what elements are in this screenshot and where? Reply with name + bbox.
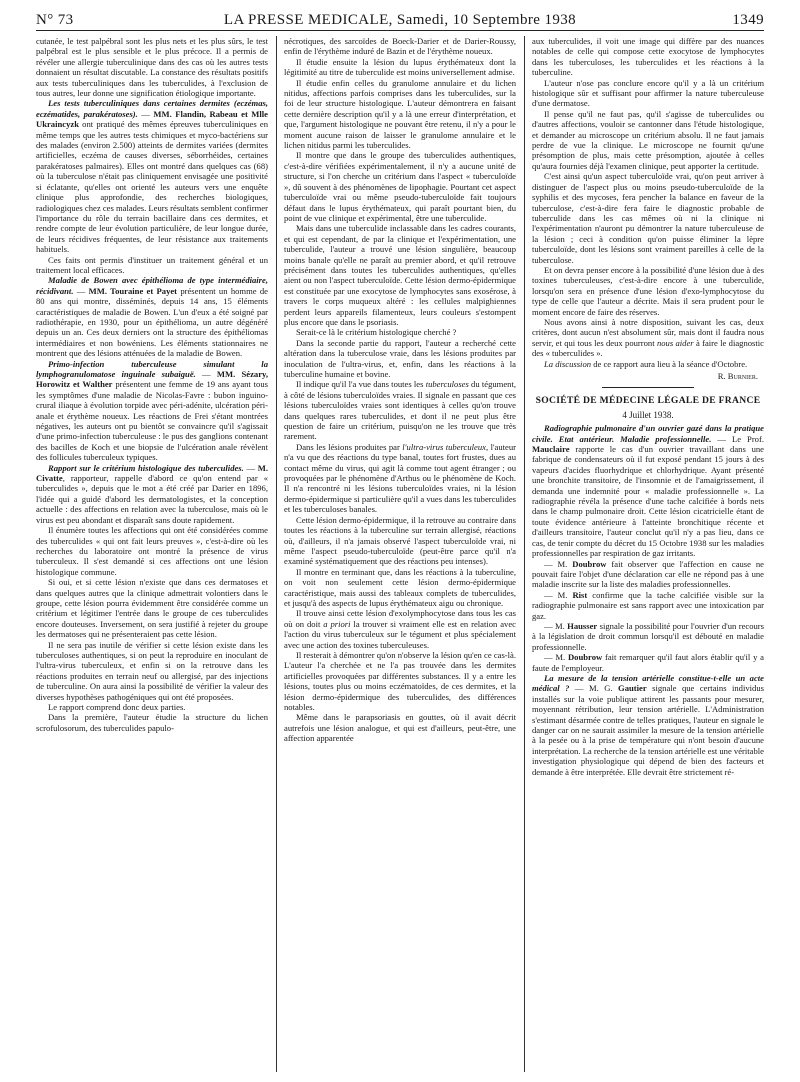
- discussion-item: — M. Hausser signale la possibilité pour l'ouvrier d'un recours à la législation de droit commun lorsqu'il est débouté en maladie professionnelle.: [532, 620, 764, 652]
- section-divider: [602, 387, 694, 388]
- discussion-item: — M. Rist confirme que la tache calcifiée visible sur la radiographie pulmonaire est sans rapport avec une intoxication par gaz.: [532, 589, 764, 621]
- paragraph: Dans la seconde partie du rapport, l'auteur a recherché cette altération dans la tuberculose vraie, dans les lésions produites par inoculation de l'ultra-virus, et, enfin, dans les réactions à la tuberculine humaine et bovine.: [284, 337, 516, 379]
- communication-radiographie-pulmonaire: Radiographie pulmonaire d'un ouvrier gazé dans la pratique civile. Etat antérieur. Maladie professionnelle. — Le Prof. Mauclaire rapporte le cas d'un ouvrier travaillant dans une fabrique de condensateurs où il fut exposé pendant 15 jours à des vapeurs d'acides fluorhydrique et chlorhydrique. Ayant présenté une bronchite transitoire, de l'insomnie et de l'amaigrissement, il demanda une indemnité pour « maladie professionnelle ». La radiographie révéla la présence d'une tache calcifiée à bords nets dans le champ pulmonaire droit. Cette lésion cicatricielle étant de toute évidence antérieure à l'atteinte bronchitique récente et d'ailleurs transitoire, l'auteur conclut qu'il n'y a pas lieu, dans ce cas, de tenir compte du décret du 15 Octobre 1938 sur les maladies professionnelles par respiration de gaz irritants.: [532, 423, 764, 559]
- paragraph: L'auteur n'ose pas conclure encore qu'il y a là un critérium histologique sûr et suffisant pour affirmer la nature tuberculeuse d'une dermatose.: [532, 77, 764, 109]
- discussion-item: — M. Doubrow fait observer que l'affection en cause ne pouvait faire l'objet d'une déclaration car elle ne répond pas à une maladie inscrite sur la liste des maladies professionnelles.: [532, 558, 764, 590]
- header-rule: [36, 30, 764, 31]
- paragraph: Et on devra penser encore à la possibilité d'une lésion due à des toxines tuberculeuses, c'est-à-dire encore à une tuberculide, lorsqu'on sera en présence d'une lésion d'exo-lymphocytose du type de celle que l'auteur a décrite. Mais il sera prudent pour le moment encore de faire des réserves.: [532, 264, 764, 317]
- communication-maladie-bowen: Maladie de Bowen avec épithélioma de type intermédiaire, récidivant. — MM. Touraine et Payet présentent un homme de 80 ans qui montre, disséminés, depuis 14 ans, 15 éléments caractéristiques de maladie de Bowen. L'un d'eux a été soigné par radiothérapie, en 1930, pour un épithélioma, un autre dégénéré depuis un an. Ces deux derniers ont la structure des épithéliomas intermédiaires et non bowéniens. Les éléments stationnaires ne montrent que des lésions atténuées de la maladie de Bowen.: [36, 275, 268, 359]
- paragraph: Il énumère toutes les affections qui ont été considérées comme des tuberculides « qui ont fait leurs preuves », c'est-à-dire où les recherches du laboratoire ont montré la présence de virus tuberculeux. Il s'est demandé si ces affections ont une lésion histologique commune.: [36, 525, 268, 577]
- communication-tests-tuberculiniques: Les tests tuberculiniques dans certaines dermites (eczémas, eczématides, parakératoses). — MM. Flandin, Rabeau et Mlle Ukraincyzk ont pratiqué des mêmes épreuves tuberculiniques en même temps que les autres tests chimiques et myco-bactériens sur des malades (environ 2.500) atteints de dermites variées (dermites artificielles, eczéma de causes diverses, séborrhéides, certaines parakératoses palmaires). Elles ont montré dans quelques cas (68) où la tuberculose n'était pas cliniquement envisagée une positivité si éclatante, qu'elles ont orienté les auteurs vers une enquête clinique plus approfondie, des recherches biologiques, radiologiques chez ces malades. Leurs résultats semblent confirmer l'importance du rôle du terrain bacillaire dans ces dermites, et rendre compte de leur évolution particulière, de leur longue durée, de leurs récidives fréquentes, de leur résistance aux traitements habituels.: [36, 98, 268, 255]
- paragraph: Il ne sera pas inutile de vérifier si cette lésion existe dans les tuberculoses authentiques, si on peut la reproduire en inoculant de l'ultra-virus tuberculeux, et enfin si on la retrouve dans les réactions produites en terrain neuf ou allergisé, par des injections de tuberculine. On aura ainsi la possibilité de vérifier la valeur des diverses hypothèses pathogéniques qui ont été proposées.: [36, 639, 268, 702]
- section-date: 4 Juillet 1938.: [622, 409, 674, 420]
- paragraph: cutanée, le test palpébral sont les plus nets et les plus sûrs, le test palpébral est le plus sensible et le plus précoce. Il a permis de révéler une allergie tuberculinique dans des cas où les autres tests donnaient un résultat discutable. La constance des résultats positifs aux tests tuberculiniques dans les tuberculides, à l'exclusion de tous autres, leur donne une signification étiologique importante.: [36, 36, 268, 99]
- journal-title: LA PRESSE MEDICALE, Samedi, 10 Septembre 1938: [223, 12, 577, 28]
- paragraph: La discussion de ce rapport aura lieu à la séance d'Octobre.: [544, 358, 748, 369]
- paragraph: Il resterait à démontrer qu'on n'observe la lésion qu'en ce cas-là. L'auteur l'a cherchée et ne l'a pas trouvée dans les dermites artificielles provoquées par différentes substances. Il y a entre les lésions, toutes plus ou moins eczématoïdes, de ces dermites, et la lésion dermo-épidermique des tuberculides, des différences notables.: [284, 649, 516, 712]
- column-1: [36, 36, 268, 1076]
- author-signature: R. Burnier.: [717, 371, 758, 381]
- communication-tension-arterielle: La mesure de la tension artérielle constitue-t-elle un acte médical ? — M. G. Gautier signale que certains individus installés sur la voie publique attirent les passants pour mesurer, moyennant rétribution, leur tension artérielle. L'Administration s'estimant désarmée contre de telles pratiques, l'auteur en signale le danger car on ne saurait assimiler la mesure de la tension artérielle à la pesée ou à la prise de température qui n'ont besoin d'aucune interprétation. La recherche de la tension artérielle est une véritable investigation physiologique qui dépend de bien des facteurs et demande à être interprétée. Elle devrait être strictement ré-: [532, 672, 764, 777]
- paragraph: Dans les lésions produites par l'ultra-virus tuberculeux, l'auteur n'a vu que des réactions du type banal, toutes fort frustes, dues au contact même du virus, qui agit là comme tout agent étranger ; ou provoquées par le phénomène d'Arthus ou le phénomène de Koch. Il n'a rencontré ni les lésions tuberculoïdes vraies, ni la lésion dermo-épidermique si particulière qu'il a vues dans les tuberculides et les tuberculoses banales.: [284, 441, 516, 515]
- paragraph: Dans la première, l'auteur étudie la structure du lichen scrofulosorum, des tuberculides papulo-: [36, 712, 268, 733]
- column-rule-2: [524, 36, 525, 1072]
- communication-title: Primo-infection tuberculeuse simulant la lymphogranulomatose inguinale subaiguë.: [36, 358, 268, 379]
- paragraph: nécrotiques, des sarcoïdes de Boeck-Darier et de Darier-Roussy, enfin de l'érythème induré de Bazin et de l'érythème noueux.: [284, 36, 516, 57]
- communication-authors: MM. Sézary, Horowitz et Walther: [36, 369, 268, 390]
- communication-authors: Gautier: [618, 683, 647, 694]
- communication-title: Radiographie pulmonaire d'un ouvrier gazé dans la pratique civile. Etat antérieur. Maladie professionnelle.: [532, 423, 764, 444]
- column-2: [284, 36, 516, 1076]
- page-number: 1349: [732, 12, 764, 28]
- column-rule-1: [276, 36, 277, 1072]
- communication-title: Rapport sur le critérium histologique des tuberculides.: [48, 462, 244, 473]
- paragraph: Serait-ce là le critérium histologique cherché ?: [296, 327, 457, 338]
- society-section-title: SOCIÉTÉ DE MÉDECINE LÉGALE DE FRANCE: [535, 395, 761, 407]
- paragraph: Il montre en terminant que, dans les réactions à la tuberculine, on voit non seulement cette lésion dermo-épidermique caractéristique, mais aussi des tableaux complets de tuberculides, et jusqu'à des aspects de lupus érythémateux aigu ou chronique.: [284, 566, 516, 608]
- issue-number: N° 73: [36, 12, 74, 28]
- page-header: [36, 6, 764, 32]
- communication-title: Maladie de Bowen avec épithélioma de type intermédiaire, récidivant.: [36, 275, 268, 296]
- paragraph: Il étudie enfin celles du granulome annulaire et du lichen nitidus, affections parfois comprises dans les tuberculides, sur la foi de leur structure histologique. L'auteur démontrera en faisant cette dernière description qu'il y a là une erreur d'interprétation, et que, l'argument histologique ne pouvant être retenu, il n'y a pour le moment aucune raison de laisser le granulome annulaire et le lichen nitidus parmi les tuberculides.: [284, 77, 516, 151]
- paragraph: aux tuberculides, il voit une image qui diffère par des nuances notables de celle qui compose cette exocytose de lymphocytes dans les tuberculoses, les tuberculides et les réactions à la tuberculine.: [532, 36, 764, 78]
- paragraph: Il étudie ensuite la lésion du lupus érythémateux dont la légitimité au titre de tuberculide est moins universellement admise.: [284, 56, 516, 78]
- communication-authors: MM. Flandin, Rabeau et Mlle Ukraincyzk: [36, 108, 268, 130]
- paragraph: Même dans le parapsoriasis en gouttes, où il avait décrit autrefois une lésion analogue, et qui est d'ailleurs, peut-être, une affection apparentée: [284, 712, 516, 744]
- discussion-item: — M. Doubrow fait remarquer qu'il faut alors établir qu'il y a faute de l'employeur.: [532, 652, 764, 673]
- communication-rapport-critérium: Rapport sur le critérium histologique des tuberculides. — M. Civatte, rapporteur, rappelle d'abord ce qu'on entend par « tuberculides », depuis que le mot a été créé par Darier en 1896, l'idée qui a guidé d'abord les dermatologistes, et la conception actuelle : des affections en relation avec la tuberculose, mais où le virus est peu abondant et disparaît sans doute rapidement.: [36, 462, 268, 525]
- communication-title: La mesure de la tension artérielle constitue-t-elle un acte médical ?: [532, 672, 764, 694]
- paragraph: Ces faits ont permis d'instituer un traitement général et un traitement local efficaces.: [36, 254, 268, 275]
- paragraph: Nous avons ainsi à notre disposition, suivant les cas, deux critères, dont aucun n'est absolument sûr, mais dont il faudra nous servir, et qui tous les deux pourront nous aider à faire le diagnostic des « tuberculides ».: [532, 316, 764, 359]
- column-3: [532, 36, 764, 1076]
- paragraph: Il montre que dans le groupe des tuberculides authentiques, c'est-à-dire vérifiées expérimentalement, il n'y a aucune unité de structure, si l'on cherche un critérium dans l'aspect « tuberculoïde », dû souvent à des phénomènes de lipophagie. Pourtant cet aspect tuberculoïde vrai ou même pseudo-tuberculoïde fait toujours défaut dans le lupus érythémateux, qui paraît pourtant bien, du point de vue clinique et expérimental, être une tuberculide.: [284, 150, 516, 223]
- paragraph: Il indique qu'il l'a vue dans toutes les tuberculoses du tégument, à côté de lésions tuberculoïdes vraies. Il signale en passant que ces lésions tuberculoïdes vraies sont identiques à celles qu'on trouve dans quelques rares tuberculides, et dont il ne peut plus être question de faire un critérium, puisqu'on ne les trouve que très rarement.: [284, 379, 516, 442]
- communication-title: Les tests tuberculiniques dans certaines dermites (eczémas, eczématides, parakératoses).: [36, 98, 268, 119]
- communication-authors: M. Civatte: [36, 462, 268, 484]
- paragraph: Il trouve ainsi cette lésion d'exolymphocytose dans tous les cas où on doit a priori la trouver si vraiment elle est en relation avec l'action du virus tuberculeux sur le tégument et plus spécialement avec une action des toxines tuberculeuses.: [284, 608, 516, 650]
- paragraph: Mais dans une tuberculide inclassable dans les cadres courants, et qui est cependant, de par la clinique et l'expérimentation, une tuberculide, l'auteur a trouvé une lésion singulière, beaucoup moins banale qu'elle ne paraît au premier abord, et qu'il retrouve précisément dans toutes les tuberculides authentiques, qu'elles aient ou non l'aspect tuberculoïde. Cette lésion dermo-épidermique est constituée par une exocytose de lymphocytes sans exosérose, à travers le corps muqueux altéré : les cellules malpighiennes perdent leurs appareils filamenteux, leurs couleurs s'estompent plus encore que dans le psoriasis.: [284, 223, 516, 327]
- paragraph: Il pense qu'il ne faut pas, qu'il s'agisse de tuberculides ou d'autres affections, vouloir se cantonner dans l'étude histologique, et demander au microscope un critérium absolu. Il ne faut jamais perdre de vue la clinique. Le microscope ne fournit qu'une présomption de plus, mais cette présomption, ajoutée à celles qu'aura fournies déjà l'examen clinique, peut apporter la certitude.: [532, 108, 764, 171]
- paragraph: Le rapport comprend donc deux parties.: [48, 702, 186, 712]
- paragraph: Si oui, et si cette lésion n'existe que dans ces dermatoses et dans quelques autres que la clinique admettrait volontiers dans le groupe, cette lésion pourra évidemment être considérée comme un critérium et légitimer l'entrée dans le groupe de ces tuberculides encore douteuses. Inversement, on sera justifié à rejeter du groupe les dermatoses qui ne présenteraient pas cette lésion.: [36, 577, 268, 640]
- communication-authors: MM. Touraine et Payet: [88, 285, 178, 296]
- paragraph: Cette lésion dermo-épidermique, il la retrouve au contraire dans toutes les réactions à la tuberculine sur terrain allergisé, réactions où, d'ailleurs, il n'a jamais observé l'aspect tuberculoïde vrai, ni même l'aspect pseudo-tuberculoïde (peut-être parce qu'il n'a examiné systématiquement que des réactions peu intenses).: [284, 514, 516, 567]
- communication-authors: Mauclaire: [532, 444, 570, 455]
- paragraph: C'est ainsi qu'un aspect tuberculoïde vrai, qu'on peut arriver à distinguer de l'aspect plus ou moins pseudo-tuberculoïde de la syphilis et des mycoses, fera pencher la balance en faveur de la tuberculose, c'est-à-dire fera faire le diagnostic probable de tuberculide dans les cas mêmes où ni la clinique ni l'expérimentation n'auront pu démontrer la nature tuberculeuse de la lésion ; ceci à condition qu'on puisse éliminer la lèpre tuberculoïde, dont les lésions sont vraiment pareilles à celle de la tuberculose.: [532, 171, 764, 265]
- communication-primo-infection: Primo-infection tuberculeuse simulant la lymphogranulomatose inguinale subaiguë. — MM. Sézary, Horowitz et Walther présentent une femme de 19 ans ayant tous les symptômes d'une maladie de Nicolas-Favre : bubon inguino-crural iliaque à évolution torpide avec péri-adénite, ulcération péri-anale et érythème noueux. Les réactions de Frei s'étant montrées négatives, les auteurs ont pu bientôt se convaincre qu'il s'agissait d'une primo-infection tuberculeuse : le pus des ganglions contenant des bacilles de Koch et une biopsie de l'ulcération anale révèlent des follicules tuberculeux typiques.: [36, 358, 268, 463]
